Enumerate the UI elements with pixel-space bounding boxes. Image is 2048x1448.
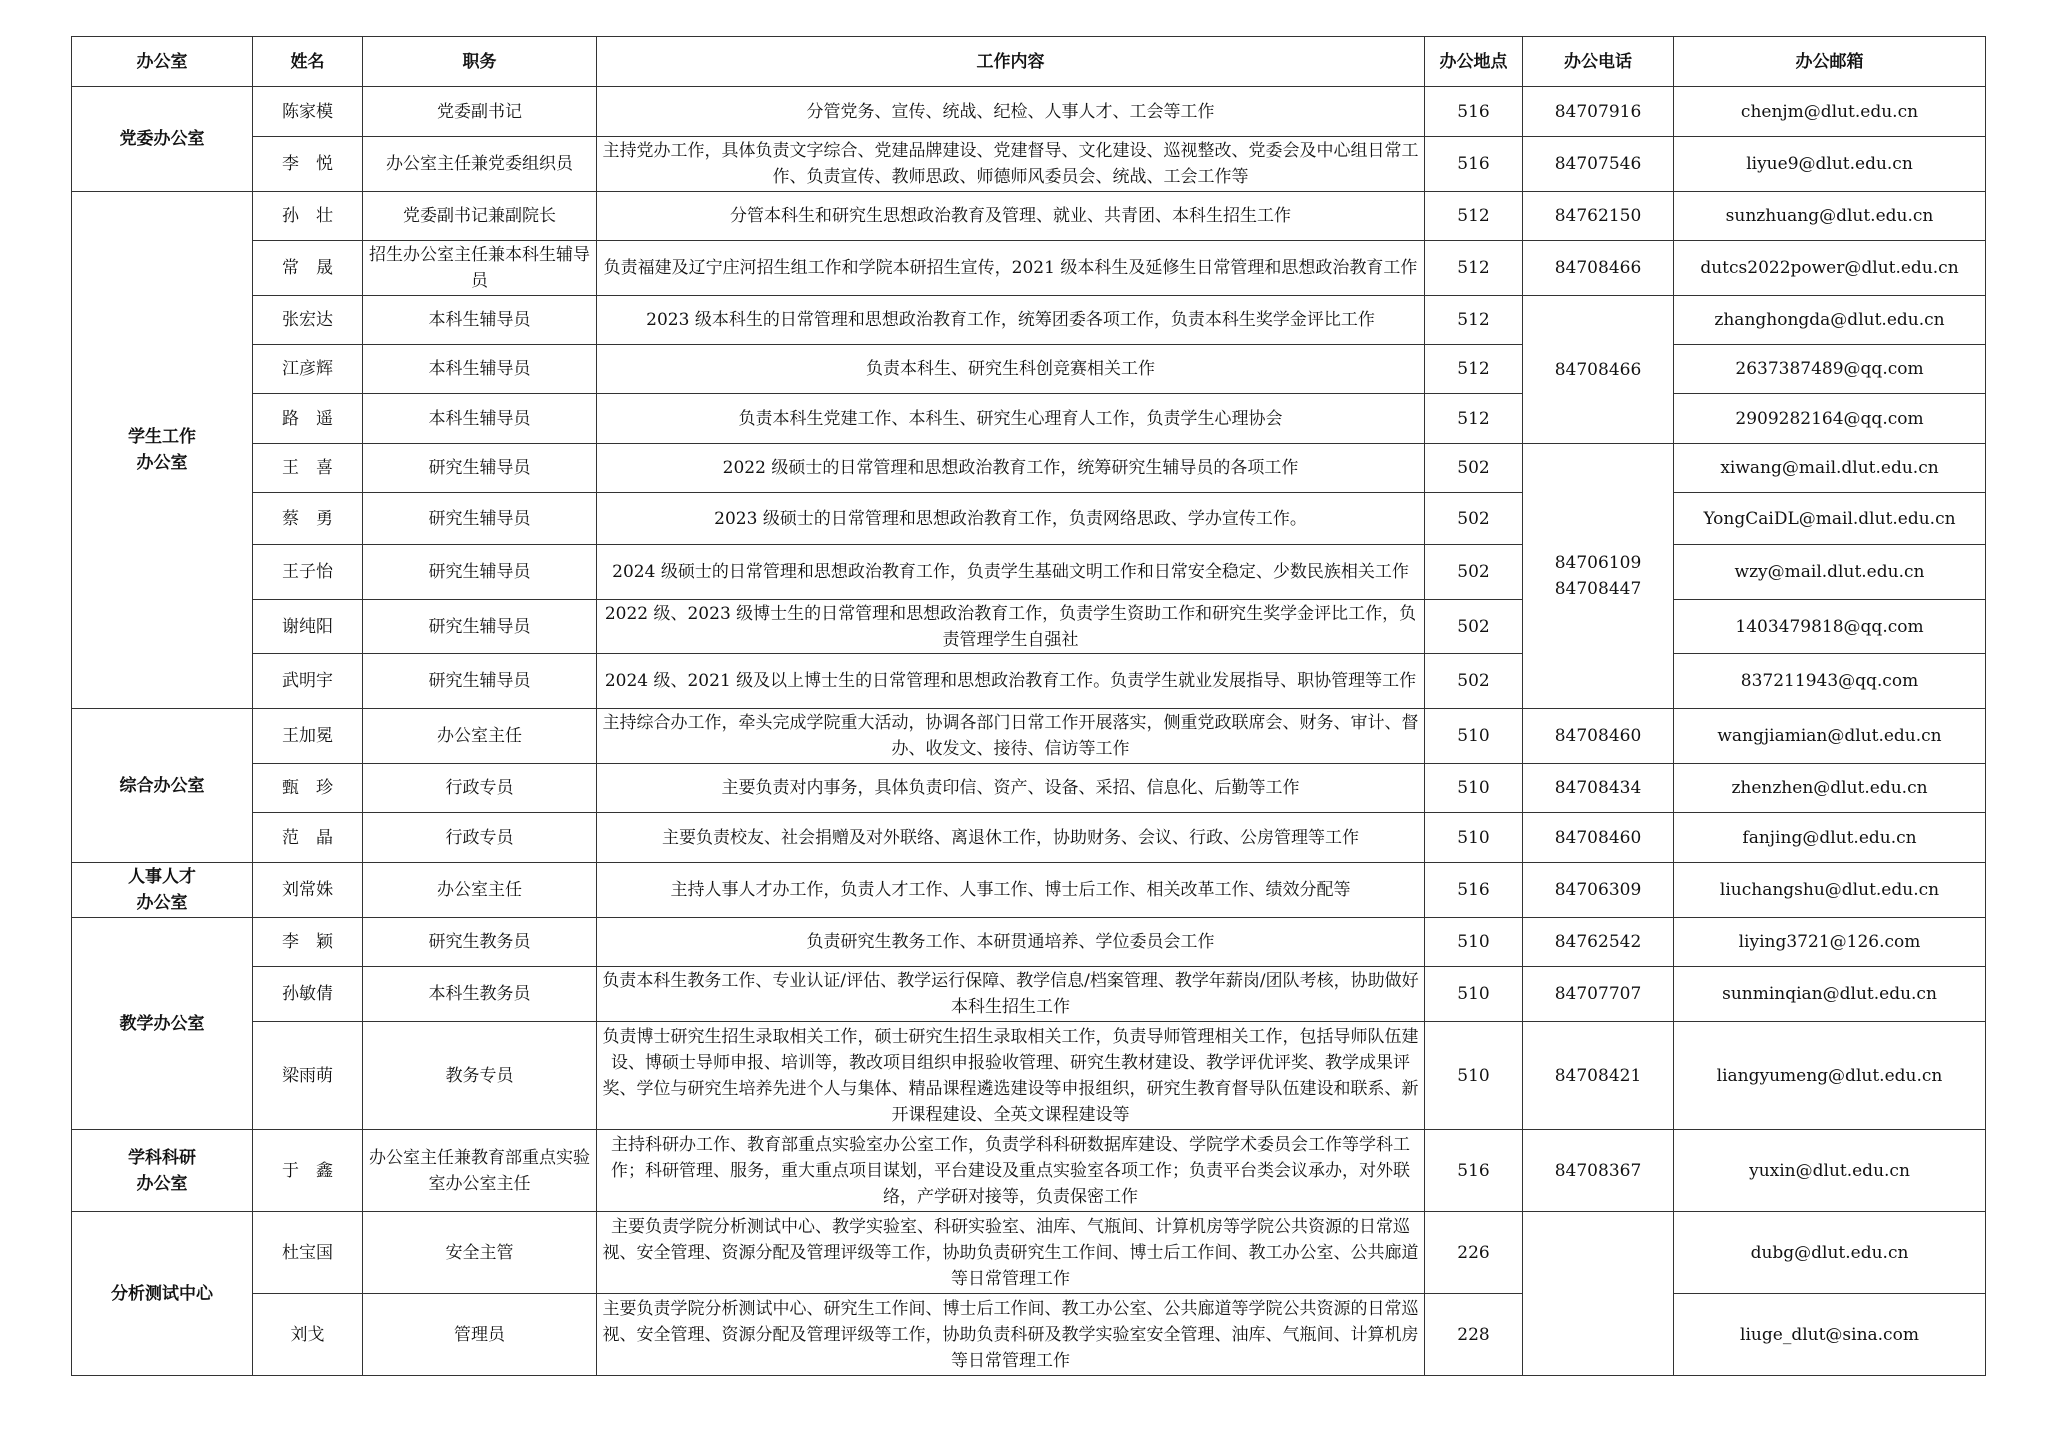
name-cell: 梁雨萌 <box>253 1022 363 1130</box>
name-cell: 谢纯阳 <box>253 600 363 654</box>
name-cell: 路 遥 <box>253 394 363 444</box>
position-cell: 本科生辅导员 <box>363 394 597 444</box>
email-cell[interactable]: fanjing@dlut.edu.cn <box>1674 813 1986 863</box>
name-cell: 范 晶 <box>253 813 363 863</box>
position-cell: 研究生辅导员 <box>363 654 597 709</box>
staff-directory-table <box>71 36 1986 1376</box>
position-cell: 招生办公室主任兼本科生辅导员 <box>363 241 597 296</box>
email-cell[interactable]: liuchangshu@dlut.edu.cn <box>1674 863 1986 918</box>
table-row <box>72 296 1986 345</box>
name-cell: 王 喜 <box>253 444 363 493</box>
table-row <box>72 493 1986 545</box>
duty-cell: 2023 级本科生的日常管理和思想政治教育工作，统筹团委各项工作，负责本科生奖学金评比工作 <box>597 296 1425 345</box>
name-cell: 陈家模 <box>253 87 363 137</box>
duty-cell: 负责研究生教务工作、本研贯通培养、学位委员会工作 <box>597 918 1425 967</box>
phone-cell: 84708367 <box>1523 1130 1674 1212</box>
name-cell: 蔡 勇 <box>253 493 363 545</box>
name-cell: 刘常姝 <box>253 863 363 918</box>
position-cell: 研究生辅导员 <box>363 600 597 654</box>
email-cell[interactable]: zhanghongda@dlut.edu.cn <box>1674 296 1986 345</box>
room-cell: 510 <box>1425 967 1523 1022</box>
email-cell[interactable]: xiwang@mail.dlut.edu.cn <box>1674 444 1986 493</box>
room-cell: 512 <box>1425 192 1523 241</box>
duty-cell: 负责本科生、研究生科创竞赛相关工作 <box>597 345 1425 394</box>
table-row <box>72 1294 1986 1376</box>
table-row <box>72 863 1986 918</box>
duty-cell: 负责福建及辽宁庄河招生组工作和学院本研招生宣传，2021 级本科生及延修生日常管理和思想政治教育工作 <box>597 241 1425 296</box>
name-cell: 甄 珍 <box>253 764 363 813</box>
position-cell: 本科生辅导员 <box>363 296 597 345</box>
header-row <box>72 37 1986 87</box>
room-cell: 502 <box>1425 444 1523 493</box>
room-cell: 512 <box>1425 394 1523 444</box>
email-cell[interactable]: zhenzhen@dlut.edu.cn <box>1674 764 1986 813</box>
room-cell: 516 <box>1425 87 1523 137</box>
name-cell: 刘戈 <box>253 1294 363 1376</box>
phone-cell: 84708421 <box>1523 1022 1674 1130</box>
duty-cell: 主要负责学院分析测试中心、研究生工作间、博士后工作间、教工办公室、公共廊道等学院公共资源的日常巡视、安全管理、资源分配及管理评级等工作，协助负责科研及教学实验室安全管理、油库、气瓶间、计算机房等日常管理工作 <box>597 1294 1425 1376</box>
table-row <box>72 1130 1986 1212</box>
room-cell: 510 <box>1425 813 1523 863</box>
email-cell[interactable]: 2909282164@qq.com <box>1674 394 1986 444</box>
position-cell: 教务专员 <box>363 1022 597 1130</box>
dept-hr-office: 人事人才 办公室 <box>72 863 253 918</box>
email-cell[interactable]: liuge_dlut@sina.com <box>1674 1294 1986 1376</box>
name-cell: 李 悦 <box>253 137 363 192</box>
email-cell[interactable]: 1403479818@qq.com <box>1674 600 1986 654</box>
header-phone: 办公电话 <box>1523 37 1674 87</box>
position-cell: 本科生辅导员 <box>363 345 597 394</box>
position-cell: 研究生辅导员 <box>363 545 597 600</box>
duty-cell: 主持科研办工作、教育部重点实验室办公室工作，负责学科科研数据库建设、学院学术委员会工作等学科工作；科研管理、服务，重大重点项目谋划，平台建设及重点实验室各项工作；负责平台类会议承办，对外联络，产学研对接等，负责保密工作 <box>597 1130 1425 1212</box>
header-name: 姓名 <box>253 37 363 87</box>
room-cell: 512 <box>1425 296 1523 345</box>
phone-cell: 84762542 <box>1523 918 1674 967</box>
duty-cell: 主持综合办工作，牵头完成学院重大活动，协调各部门日常工作开展落实，侧重党政联席会、财务、审计、督办、收发文、接待、信访等工作 <box>597 709 1425 764</box>
name-cell: 孙敏倩 <box>253 967 363 1022</box>
duty-cell: 2024 级硕士的日常管理和思想政治教育工作，负责学生基础文明工作和日常安全稳定、少数民族相关工作 <box>597 545 1425 600</box>
phone-cell: 84707707 <box>1523 967 1674 1022</box>
room-cell: 502 <box>1425 654 1523 709</box>
room-cell: 502 <box>1425 493 1523 545</box>
phone-cell-empty <box>1523 1212 1674 1376</box>
email-cell[interactable]: dubg@dlut.edu.cn <box>1674 1212 1986 1294</box>
name-cell: 李 颖 <box>253 918 363 967</box>
email-cell[interactable]: sunminqian@dlut.edu.cn <box>1674 967 1986 1022</box>
phone-cell: 84707916 <box>1523 87 1674 137</box>
position-cell: 办公室主任兼教育部重点实验室办公室主任 <box>363 1130 597 1212</box>
dept-party-office: 党委办公室 <box>72 87 253 192</box>
dept-student-office: 学生工作 办公室 <box>72 192 253 709</box>
position-cell: 研究生教务员 <box>363 918 597 967</box>
position-cell: 研究生辅导员 <box>363 493 597 545</box>
dept-general-office: 综合办公室 <box>72 709 253 863</box>
position-cell: 研究生辅导员 <box>363 444 597 493</box>
table-row <box>72 137 1986 192</box>
dept-research-office: 学科科研 办公室 <box>72 1130 253 1212</box>
email-cell[interactable]: dutcs2022power@dlut.edu.cn <box>1674 241 1986 296</box>
position-cell: 管理员 <box>363 1294 597 1376</box>
duty-cell: 主要负责校友、社会捐赠及对外联络、离退休工作，协助财务、会议、行政、公房管理等工作 <box>597 813 1425 863</box>
position-cell: 党委副书记 <box>363 87 597 137</box>
header-position: 职务 <box>363 37 597 87</box>
table-row <box>72 654 1986 709</box>
email-cell[interactable]: yuxin@dlut.edu.cn <box>1674 1130 1986 1212</box>
name-cell: 武明宇 <box>253 654 363 709</box>
dept-teaching-office: 教学办公室 <box>72 918 253 1130</box>
name-cell: 常 晟 <box>253 241 363 296</box>
header-duties: 工作内容 <box>597 37 1425 87</box>
table-row <box>72 967 1986 1022</box>
room-cell: 512 <box>1425 345 1523 394</box>
duty-cell: 分管党务、宣传、统战、纪检、人事人才、工会等工作 <box>597 87 1425 137</box>
room-cell: 510 <box>1425 918 1523 967</box>
name-cell: 于 鑫 <box>253 1130 363 1212</box>
duty-cell: 分管本科生和研究生思想政治教育及管理、就业、共青团、本科生招生工作 <box>597 192 1425 241</box>
header-room: 办公地点 <box>1425 37 1523 87</box>
table-row <box>72 813 1986 863</box>
room-cell: 510 <box>1425 1022 1523 1130</box>
room-cell: 502 <box>1425 600 1523 654</box>
table-row <box>72 709 1986 764</box>
email-cell[interactable]: liyue9@dlut.edu.cn <box>1674 137 1986 192</box>
room-cell: 512 <box>1425 241 1523 296</box>
phone-cell: 84707546 <box>1523 137 1674 192</box>
table-row <box>72 241 1986 296</box>
table-row <box>72 192 1986 241</box>
name-cell: 王加冕 <box>253 709 363 764</box>
email-cell[interactable]: 2637387489@qq.com <box>1674 345 1986 394</box>
position-cell: 办公室主任兼党委组织员 <box>363 137 597 192</box>
duty-cell: 主要负责学院分析测试中心、教学实验室、科研实验室、油库、气瓶间、计算机房等学院公共资源的日常巡视、安全管理、资源分配及管理评级等工作，协助负责研究生工作间、博士后工作间、教工办公室、公共廊道等日常管理工作 <box>597 1212 1425 1294</box>
duty-cell: 负责博士研究生招生录取相关工作，硕士研究生招生录取相关工作，负责导师管理相关工作，包括导师队伍建设、博硕士导师申报、培训等，教改项目组织申报验收管理、研究生教材建设、教学评优评奖、教学成果评奖、学位与研究生培养先进个人与集体、精品课程遴选建设等申报组织，研究生教育督导队伍建设和联系、新开课程建设、全英文课程建设等 <box>597 1022 1425 1130</box>
phone-cell: 84708460 <box>1523 813 1674 863</box>
name-cell: 杜宝国 <box>253 1212 363 1294</box>
table-row <box>72 600 1986 654</box>
position-cell: 行政专员 <box>363 764 597 813</box>
position-cell: 行政专员 <box>363 813 597 863</box>
table-row <box>72 444 1986 493</box>
name-cell: 张宏达 <box>253 296 363 345</box>
email-cell[interactable]: sunzhuang@dlut.edu.cn <box>1674 192 1986 241</box>
email-cell[interactable]: 837211943@qq.com <box>1674 654 1986 709</box>
duty-cell: 负责本科生教务工作、专业认证/评估、教学运行保障、教学信息/档案管理、教学年薪岗/团队考核，协助做好本科生招生工作 <box>597 967 1425 1022</box>
header-email: 办公邮箱 <box>1674 37 1986 87</box>
room-cell: 516 <box>1425 137 1523 192</box>
email-cell[interactable]: liangyumeng@dlut.edu.cn <box>1674 1022 1986 1130</box>
phone-cell: 84708460 <box>1523 709 1674 764</box>
email-cell[interactable]: wangjiamian@dlut.edu.cn <box>1674 709 1986 764</box>
table-row <box>72 345 1986 394</box>
email-cell[interactable]: YongCaiDL@mail.dlut.edu.cn <box>1674 493 1986 545</box>
phone-cell: 84708434 <box>1523 764 1674 813</box>
table-row <box>72 918 1986 967</box>
duty-cell: 主持人事人才办工作，负责人才工作、人事工作、博士后工作、相关改革工作、绩效分配等 <box>597 863 1425 918</box>
phone-cell: 84708466 <box>1523 241 1674 296</box>
shared-phone-cell: 84708466 <box>1523 296 1674 444</box>
shared-phone-cell: 84706109 84708447 <box>1523 444 1674 709</box>
email-cell[interactable]: chenjm@dlut.edu.cn <box>1674 87 1986 137</box>
position-cell: 安全主管 <box>363 1212 597 1294</box>
duty-cell: 主要负责对内事务，具体负责印信、资产、设备、采招、信息化、后勤等工作 <box>597 764 1425 813</box>
duty-cell: 2022 级、2023 级博士生的日常管理和思想政治教育工作，负责学生资助工作和研究生奖学金评比工作，负责管理学生自强社 <box>597 600 1425 654</box>
position-cell: 办公室主任 <box>363 863 597 918</box>
room-cell: 516 <box>1425 1130 1523 1212</box>
position-cell: 本科生教务员 <box>363 967 597 1022</box>
duty-cell: 2023 级硕士的日常管理和思想政治教育工作，负责网络思政、学办宣传工作。 <box>597 493 1425 545</box>
room-cell: 510 <box>1425 709 1523 764</box>
room-cell: 226 <box>1425 1212 1523 1294</box>
name-cell: 江彦辉 <box>253 345 363 394</box>
email-cell[interactable]: liying3721@126.com <box>1674 918 1986 967</box>
email-cell[interactable]: wzy@mail.dlut.edu.cn <box>1674 545 1986 600</box>
room-cell: 516 <box>1425 863 1523 918</box>
dept-testing-center: 分析测试中心 <box>72 1212 253 1376</box>
duty-cell: 负责本科生党建工作、本科生、研究生心理育人工作，负责学生心理协会 <box>597 394 1425 444</box>
table-row <box>72 87 1986 137</box>
table-row <box>72 545 1986 600</box>
table-row <box>72 394 1986 444</box>
position-cell: 办公室主任 <box>363 709 597 764</box>
room-cell: 510 <box>1425 764 1523 813</box>
table-row <box>72 764 1986 813</box>
table-row <box>72 1212 1986 1294</box>
header-office: 办公室 <box>72 37 253 87</box>
name-cell: 王子怡 <box>253 545 363 600</box>
table-row <box>72 1022 1986 1130</box>
phone-cell: 84762150 <box>1523 192 1674 241</box>
phone-cell: 84706309 <box>1523 863 1674 918</box>
duty-cell: 2022 级硕士的日常管理和思想政治教育工作，统筹研究生辅导员的各项工作 <box>597 444 1425 493</box>
room-cell: 502 <box>1425 545 1523 600</box>
name-cell: 孙 壮 <box>253 192 363 241</box>
position-cell: 党委副书记兼副院长 <box>363 192 597 241</box>
duty-cell: 主持党办工作，具体负责文字综合、党建品牌建设、党建督导、文化建设、巡视整改、党委会及中心组日常工作、负责宣传、教师思政、师德师风委员会、统战、工会工作等 <box>597 137 1425 192</box>
room-cell: 228 <box>1425 1294 1523 1376</box>
duty-cell: 2024 级、2021 级及以上博士生的日常管理和思想政治教育工作。负责学生就业发展指导、职协管理等工作 <box>597 654 1425 709</box>
